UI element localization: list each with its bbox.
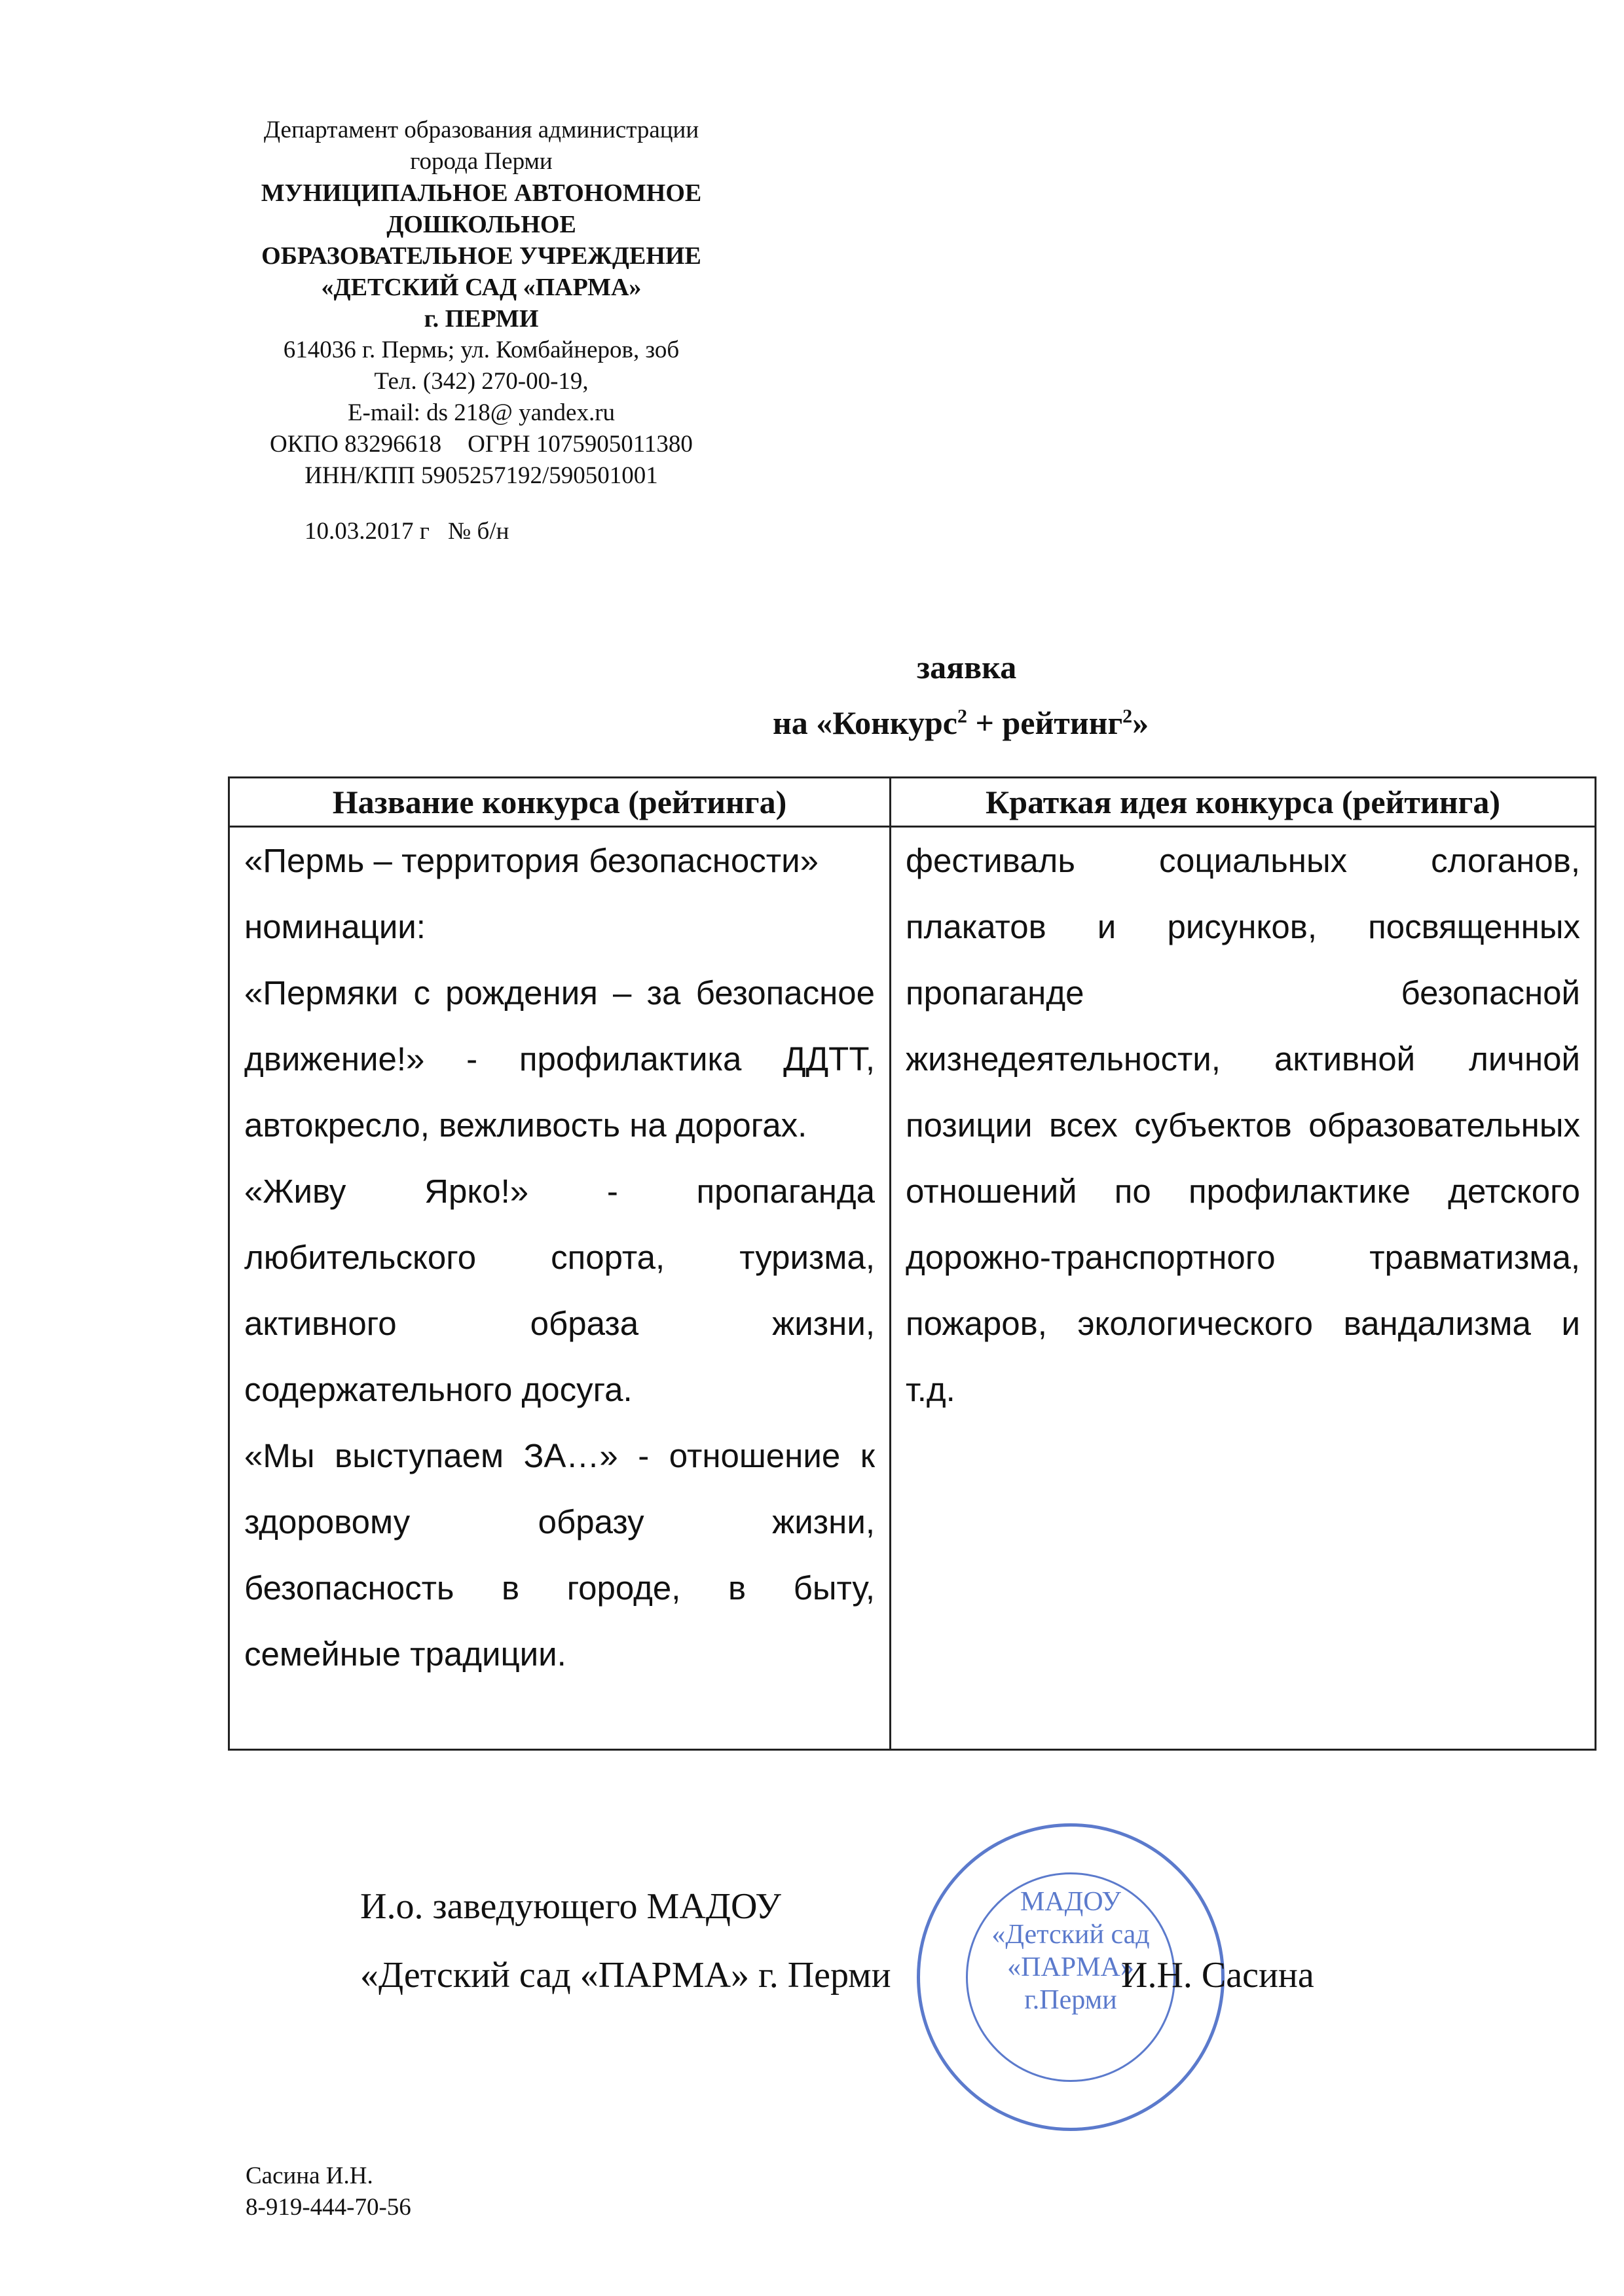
superscript-2: 2 [1122,705,1133,727]
department-line-2: города Перми [410,148,553,175]
contest-table [228,776,1596,1751]
contest-name-line: содержательного досуга. [244,1371,633,1408]
contest-name-line: безопасность в городе, в быту, [244,1569,875,1607]
organization-line-2: ДОШКОЛЬНОЕ [386,211,576,238]
signatory-name: И.Н. Сасина [1121,1955,1314,1995]
contest-name-line: здоровому образу жизни, [244,1503,875,1540]
table-row [229,827,1596,1750]
contest-idea-line: дорожно-транспортного травматизма, [906,1239,1580,1276]
ogrn: ОГРН 1075905011380 [468,431,693,458]
signatory-role: И.о. заведующего МАДОУ [360,1886,781,1927]
contest-name-line: «Живу Ярко!» - пропаганда [244,1173,875,1210]
organization-line-3: ОБРАЗОВАТЕЛЬНОЕ УЧРЕЖДЕНИЕ [261,242,701,270]
contest-name-line: «Пермяки с рождения – за безопасное [244,974,875,1011]
header-contest-idea: Краткая идея конкурса (рейтинга) [891,778,1596,827]
contest-idea-line: пожаров, экологического вандализма и [906,1305,1580,1342]
organization-line-4: «ДЕТСКИЙ САД «ПАРМА» [321,274,642,301]
document-title: заявка [917,649,1017,685]
contest-idea-cell [891,827,1596,1750]
letter-number: № б/н [447,518,509,545]
phone: Тел. (342) 270-00-19, [374,368,589,395]
okpo: ОКПО 83296618 [270,431,442,458]
contest-idea-line: отношений по профилактике детского [906,1173,1580,1210]
contact-phone: 8-919-444-70-56 [246,2194,411,2221]
contest-name-line: движение!» - профилактика ДДТТ, [244,1040,875,1078]
document-subtitle [773,704,1149,742]
superscript-1: 2 [957,705,967,727]
stamp-line-1: МАДОУ [1020,1887,1122,1917]
stamp-line-2: «Детский сад [991,1920,1150,1950]
organization-line-1: МУНИЦИПАЛЬНОЕ АВТОНОМНОЕ [261,179,702,207]
organization-line-5: г. ПЕРМИ [424,305,539,333]
contest-idea-line: т.д. [906,1371,955,1408]
contest-name-line: любительского спорта, туризма, [244,1239,875,1276]
subtitle-middle: + рейтинг [967,704,1123,741]
contest-name-line: активного образа жизни, [244,1305,875,1342]
contest-idea-line: позиции всех субъектов образовательных [906,1106,1580,1144]
letter-date-number [304,517,509,545]
subtitle-prefix: на «Конкурс [773,704,957,741]
subtitle-suffix: » [1132,704,1149,741]
stamp-text [920,1886,1221,2016]
contest-name-cell [229,827,891,1750]
contact-name: Сасина И.Н. [246,2162,373,2189]
contest-idea-line: фестиваль социальных слоганов, [906,842,1580,879]
stamp-line-4: г.Перми [1024,1985,1117,2015]
header-contest-name: Название конкурса (рейтинга) [229,778,891,827]
registration-codes [223,429,740,460]
contest-name-line: «Мы выступаем ЗА…» - отношение к [244,1437,875,1474]
table-header-row [229,778,1596,827]
contest-idea-line: плакатов и рисунков, посвященных [906,908,1580,945]
contest-name-line: «Пермь – территория безопасности» [244,842,819,879]
letterhead [223,115,740,492]
department-line-1: Департамент образования администрации [263,117,699,143]
email: E-mail: ds 218@ yandex.ru [347,399,616,426]
contest-name-line: автокресло, вежливость на дорогах. [244,1106,807,1144]
address: 614036 г. Пермь; ул. Комбайнеров, зоб [283,337,680,363]
inn-kpp: ИНН/КПП 5905257192/590501001 [304,462,658,489]
contest-name-line: номинации: [244,908,426,945]
letter-date: 10.03.2017 г [304,518,430,545]
signatory-organization: «Детский сад «ПАРМА» г. Перми [360,1955,891,1995]
contest-name-line: семейные традиции. [244,1635,566,1673]
contest-idea-line: жизнедеятельности, активной личной [906,1040,1580,1078]
stamp-line-3: «ПАРМА» [1007,1952,1134,1982]
contest-idea-line: пропаганде безопасной [906,974,1580,1011]
contact-block [246,2160,411,2223]
